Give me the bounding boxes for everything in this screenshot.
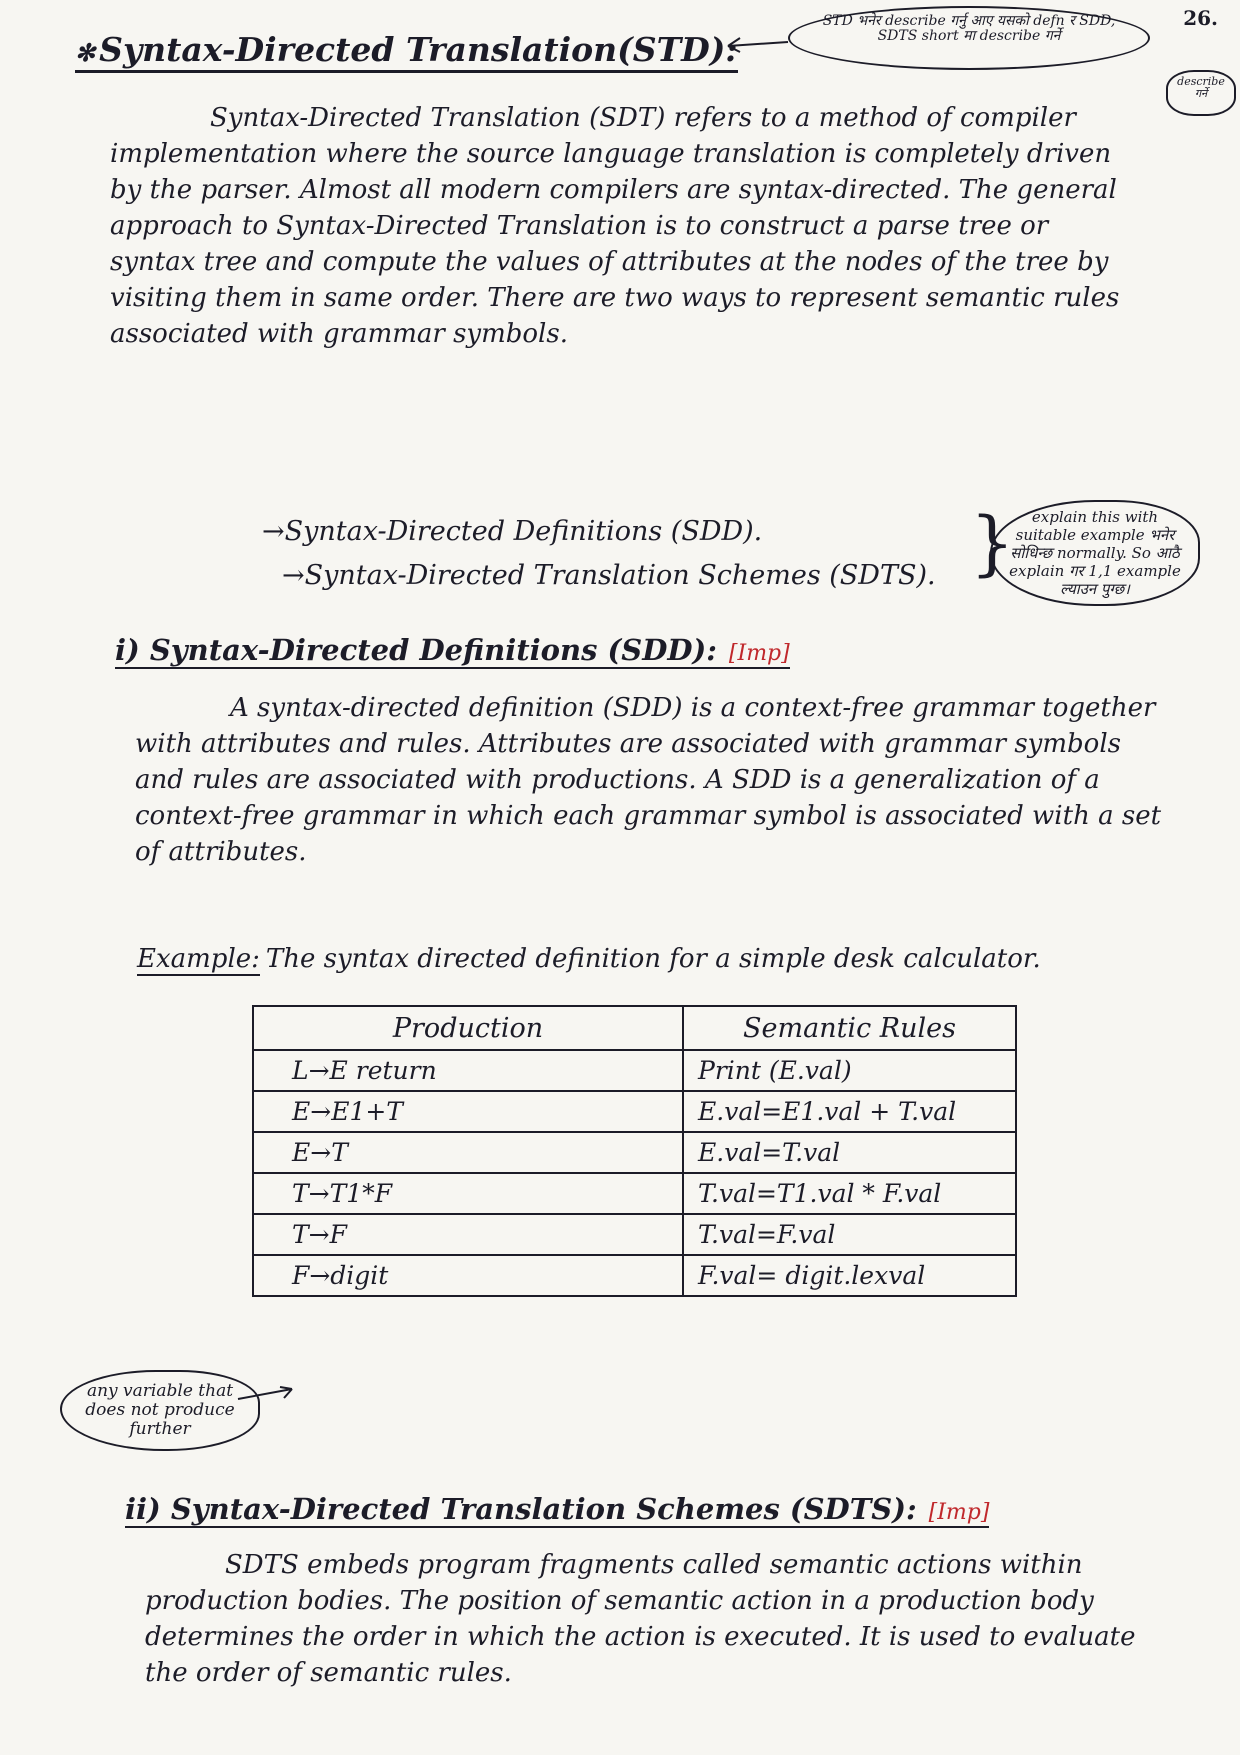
production-cell: T→F xyxy=(253,1214,683,1255)
production-cell: E→E1+T xyxy=(253,1091,683,1132)
rule-cell: E.val=T.val xyxy=(683,1132,1016,1173)
production-cell: E→T xyxy=(253,1132,683,1173)
sdts-paragraph: SDTS embeds program fragments called semantic actions within production bodies. The position of semantic action in a production body determines the order in which the action is executed. It is used to evaluate the order of semantic rules. xyxy=(145,1550,1136,1688)
header-production: Production xyxy=(253,1006,683,1050)
sdd-heading-text: i) Syntax-Directed Definitions (SDD): xyxy=(115,633,717,667)
rule-cell: T.val=T1.val * F.val xyxy=(683,1173,1016,1214)
example-text: The syntax directed definition for a simple desk calculator. xyxy=(265,944,1041,974)
right-margin-note: explain this with suitable example भनेर सोधिन्छ normally. So आठै explain गर 1,1 example ल्याउन पुग्छ। xyxy=(990,500,1200,606)
intro-paragraph: Syntax-Directed Translation (SDT) refers to a method of compiler implementation where the source language translation is completely driven by the parser. Almost all modern compilers are syntax-directed. The general approach to Syntax-Directed Translation is to construct a parse tree or syntax tree and compute the values of attributes at the nodes of the tree by visiting them in same order. There are two ways to represent semantic rules associated with grammar symbols. xyxy=(110,103,1120,349)
ways-list xyxy=(262,510,936,598)
rule-cell: F.val= digit.lexval xyxy=(683,1255,1016,1296)
arrow-left-icon xyxy=(720,32,790,54)
rule-cell: Print (E.val) xyxy=(683,1050,1016,1091)
sdts-heading-text: ii) Syntax-Directed Translation Schemes (SDTS): xyxy=(125,1492,917,1526)
production-cell: F→digit xyxy=(253,1255,683,1296)
table-row xyxy=(253,1255,1016,1296)
table-row xyxy=(253,1091,1016,1132)
example-label: Example: xyxy=(137,944,260,974)
production-cell: T→T1*F xyxy=(253,1173,683,1214)
important-tag: [Imp] xyxy=(728,641,790,666)
important-tag: [Imp] xyxy=(928,1500,990,1525)
header-semantic-rules: Semantic Rules xyxy=(683,1006,1016,1050)
page-number: 26. xyxy=(1183,6,1218,30)
rule-cell: T.val=F.val xyxy=(683,1214,1016,1255)
table-row xyxy=(253,1214,1016,1255)
table-row xyxy=(253,1050,1016,1091)
rule-cell: E.val=E1.val + T.val xyxy=(683,1091,1016,1132)
asterisk-bullet-icon: ✻ xyxy=(75,38,96,67)
sdts-heading xyxy=(125,1492,989,1528)
arrow-pointer-icon xyxy=(236,1385,296,1405)
production-cell: L→E return xyxy=(253,1050,683,1091)
top-margin-note: STD भनेर describe गर्नु आए यसको defn र SDD, SDTS short मा describe गर्ने xyxy=(788,6,1150,70)
way-sdts: →Syntax-Directed Translation Schemes (SDTS). xyxy=(282,560,936,591)
curly-brace-icon: } xyxy=(970,502,1015,584)
table-row xyxy=(253,1173,1016,1214)
page-title xyxy=(75,30,738,73)
way-sdd: →Syntax-Directed Definitions (SDD). xyxy=(262,516,763,547)
example-line xyxy=(137,944,1041,974)
left-margin-note: any variable that does not produce further xyxy=(60,1370,260,1451)
page-title-text: Syntax-Directed Translation(STD): xyxy=(99,30,738,69)
sdd-paragraph: A syntax-directed definition (SDD) is a context-free grammar together with attributes and rules. Attributes are associated with grammar symbols and rules are associated with productions. A SDD is a generalization of a context-free grammar in which each grammar symbol is associated with a set of attributes. xyxy=(135,693,1162,867)
top-right-note: describe गर्ने xyxy=(1166,70,1236,116)
semantic-rules-table xyxy=(252,1005,1017,1297)
table-row xyxy=(253,1132,1016,1173)
table-header-row xyxy=(253,1006,1016,1050)
sdd-heading xyxy=(115,633,790,669)
